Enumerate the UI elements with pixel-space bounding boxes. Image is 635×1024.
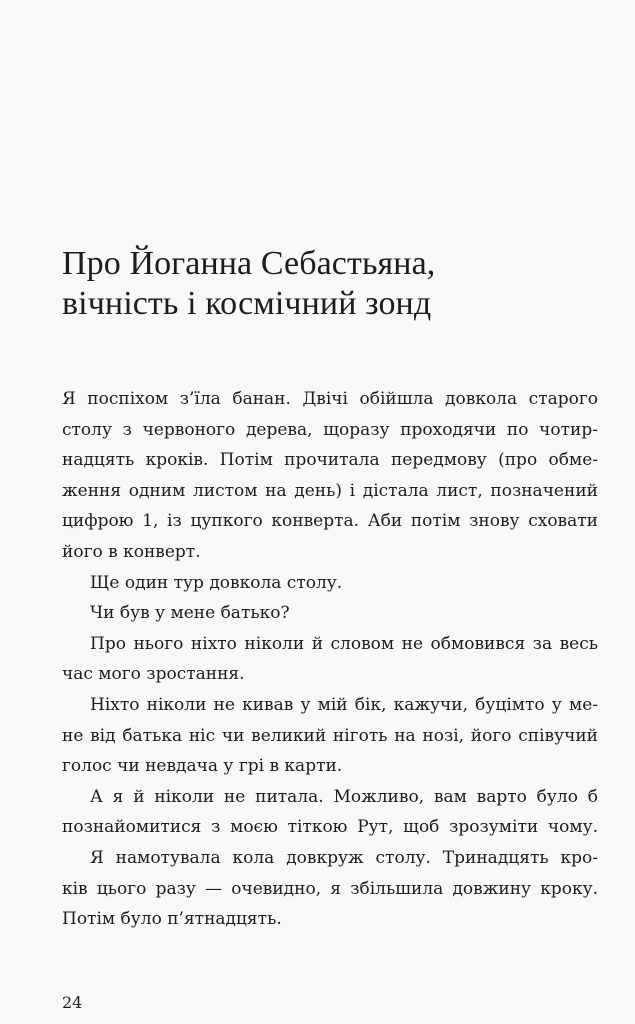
text-line: ження одним листом на день) і дістала лист, позначений (62, 480, 598, 501)
page-number: 24 (62, 993, 83, 1012)
text-line: Про нього ніхто ніколи й словом не обмовився за весь (90, 633, 598, 654)
text-line: Я намотувала кола довкруж столу. Тринадцять кро- (90, 847, 598, 868)
text-line: познайомитися з моєю тіткою Рут, щоб зрозуміти чому. (62, 817, 598, 838)
text-line: не від батька ніс чи великий ніготь на нозі, його співучий (62, 725, 598, 746)
text-line: Ще один тур довкола столу. (90, 572, 343, 593)
chapter-title-line-2: вічність і космічний зонд (62, 285, 432, 322)
chapter-title-line-1: Про Йоганна Себастьяна, (62, 245, 436, 282)
chapter-title (62, 244, 582, 324)
text-line: час мого зростання. (62, 664, 245, 685)
text-line: його в конверт. (62, 541, 201, 562)
text-line: цифрою 1, із цупкого конверта. Аби потім знову сховати (62, 511, 598, 532)
text-line: Ніхто ніколи не кивав у мій бік, кажучи, буцімто у ме- (90, 694, 598, 715)
text-line: Потім було п’ятнадцять. (62, 909, 282, 930)
text-line: Я поспіхом з’їла банан. Двічі обійшла довкола старого (62, 389, 598, 409)
text-line: надцять кроків. Потім прочитала передмову (про обме- (62, 450, 598, 471)
text-line: ків цього разу — очевидно, я збільшила довжину кроку. (62, 878, 598, 899)
text-line: Чи був у мене батько? (90, 603, 290, 624)
text-line: столу з червоного дерева, щоразу проходячи по чотир- (62, 419, 598, 440)
text-line: голос чи невдача у грі в карти. (62, 756, 343, 777)
text-line: А я й ніколи не питала. Можливо, вам варто було б (90, 786, 598, 807)
body-text (62, 384, 598, 935)
